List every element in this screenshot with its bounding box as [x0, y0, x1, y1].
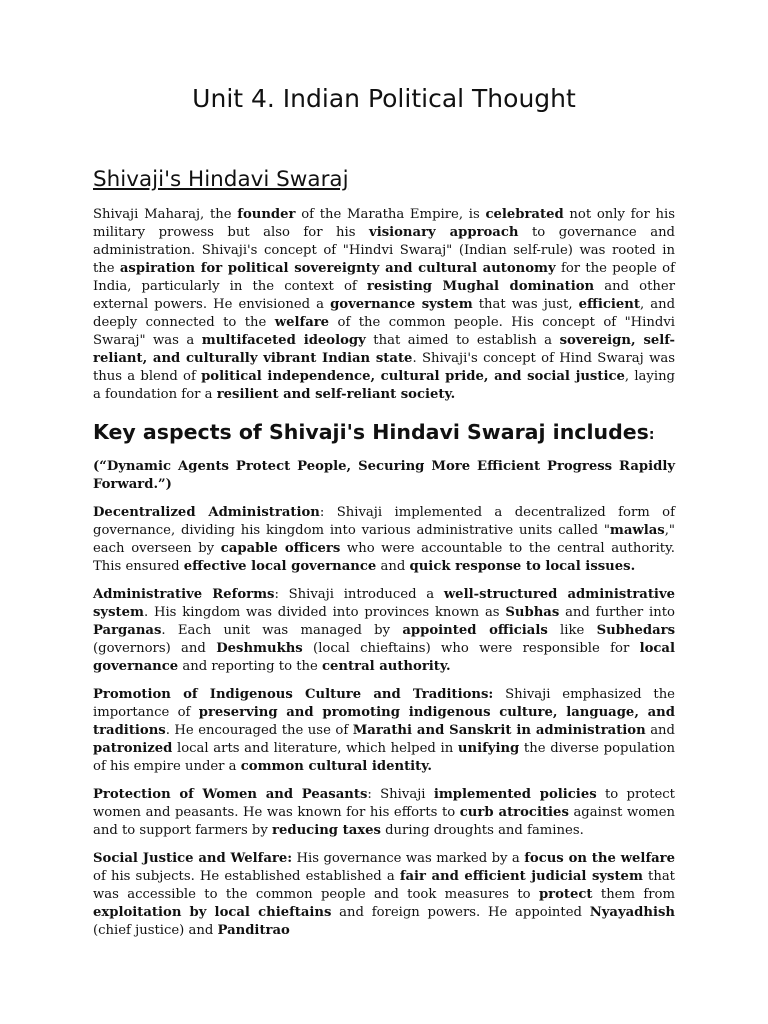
bold-term: exploitation by local chieftains	[93, 905, 332, 920]
aspect-indigenous-culture: Promotion of Indigenous Culture and Traditions: Shivaji emphasized the importance of preserving and promoting indigenous culture, language, and traditions. He encouraged the use of Marathi and Sanskrit in administration and patronized local arts and literature, which helped in unifying the diverse population of his empire under a common cultural identity.	[93, 687, 676, 774]
bold-term: Promotion of Indigenous Culture and Traditions:	[93, 687, 494, 702]
bold-term: Administrative Reforms	[93, 587, 275, 602]
bold-term: welfare	[274, 315, 330, 330]
bold-term: capable officers	[220, 541, 341, 556]
key-aspects-heading-text: Key aspects of Shivaji's Hindavi Swaraj includes	[93, 420, 649, 444]
bold-term: resisting Mughal domination	[366, 279, 595, 294]
bold-term: common cultural identity.	[240, 759, 432, 774]
aspect-protection-women-peasants: Protection of Women and Peasants: Shivaji implemented policies to protect women and peasants. He was known for his efforts to curb atrocities against women and to support farmers by reducing taxes during droughts and famines.	[93, 787, 675, 838]
bold-term: Parganas	[93, 623, 162, 638]
bold-term: fair and efficient judicial system	[399, 869, 643, 884]
bold-term: patronized	[93, 741, 173, 756]
bold-term: (“Dynamic Agents Protect People, Securing More Efficient Progress Rapidly Forward.”)	[93, 459, 675, 492]
key-aspects-heading	[93, 420, 654, 444]
bold-term: appointed officials	[402, 623, 548, 638]
intro-paragraph	[93, 206, 675, 404]
bold-term: visionary approach	[369, 225, 519, 240]
bold-term: reducing taxes	[272, 823, 381, 838]
bold-term: well-structured administrative system	[93, 587, 675, 620]
bold-term: protect	[538, 887, 593, 902]
section-heading: Shivaji's Hindavi Swaraj	[93, 167, 349, 192]
aspect-decentralized-administration: Decentralized Administration: Shivaji implemented a decentralized form of governance, dividing his kingdom into various administrative units called "mawlas," each overseen by capable officers who were accountable to the central authority. This ensured effective local governance and quick response to local issues.	[93, 505, 675, 574]
intro-text: Shivaji Maharaj, the founder of the Maratha Empire, is celebrated not only for his military prowess but also for his visionary approach to governance and administration. Shivaji's concept of "Hindvi Swaraj" (Indian self-rule) was rooted in the aspiration for political sovereignty and cultural autonomy for the people of India, particularly in the context of resisting Mughal domination and other external powers. He envisioned a governance system that was just, efficient, and deeply connected to the welfare of the common people. His concept of "Hindvi Swaraj" was a multifaceted ideology that aimed to establish a sovereign, self-reliant, and culturally vibrant Indian state. Shivaji's concept of Hind Swaraj was thus a blend of political independence, cultural pride, and social justice, laying a foundation for a resilient and self-reliant society.	[93, 207, 676, 402]
bold-term: effective local governance	[183, 559, 377, 574]
key-aspects-heading-colon: :	[648, 427, 655, 443]
bold-term: curb atrocities	[459, 805, 569, 820]
bold-term: quick response to local issues.	[409, 559, 636, 574]
bold-term: aspiration for political sovereignty and cultural autonomy	[119, 261, 556, 276]
bold-term: multifaceted ideology	[201, 333, 366, 348]
bold-term: preserving and promoting indigenous culture, language, and traditions	[93, 705, 675, 738]
bold-term: Subhas	[505, 605, 560, 620]
bold-term: unifying	[457, 741, 520, 756]
bold-term: political independence, cultural pride, and social justice	[201, 369, 625, 384]
mnemonic	[93, 458, 675, 494]
bold-term: central authority.	[322, 659, 451, 674]
bold-term: Social Justice and Welfare:	[93, 851, 293, 866]
bold-term: efficient	[578, 297, 640, 312]
bold-term: local governance	[93, 641, 675, 674]
bold-term: Protection of Women and Peasants	[93, 787, 368, 802]
key-aspects-body	[93, 458, 675, 940]
bold-term: governance system	[330, 297, 473, 312]
bold-term: celebrated	[485, 207, 564, 222]
aspect-social-justice-welfare: Social Justice and Welfare: His governance was marked by a focus on the welfare of his subjects. He established established a fair and efficient judicial system that was accessible to the common people and took measures to protect them from exploitation by local chieftains and foreign powers. He appointed Nyayadhish (chief justice) and Panditrao	[93, 851, 676, 938]
bold-term: Marathi and Sanskrit in administration	[352, 723, 646, 738]
bold-term: founder	[237, 207, 296, 222]
aspect-administrative-reforms: Administrative Reforms: Shivaji introduced a well-structured administrative system. His kingdom was divided into provinces known as Subhas and further into Parganas. Each unit was managed by appointed officials like Subhedars (governors) and Deshmukhs (local chieftains) who were responsible for local governance and reporting to the central authority.	[93, 587, 676, 674]
bold-term: Panditrao	[217, 923, 290, 938]
bold-term: mawlas	[609, 523, 665, 538]
bold-term: resilient and self-reliant society.	[216, 387, 456, 402]
bold-term: focus on the welfare	[524, 851, 676, 866]
bold-term: Nyayadhish	[589, 905, 676, 920]
bold-term: Decentralized Administration	[93, 505, 320, 520]
page-title: Unit 4. Indian Political Thought	[192, 84, 576, 113]
bold-term: Deshmukhs	[216, 641, 303, 656]
bold-term: implemented policies	[433, 787, 597, 802]
bold-term: sovereign, self-reliant, and culturally vibrant Indian state	[93, 333, 675, 366]
bold-term: Subhedars	[596, 623, 676, 638]
